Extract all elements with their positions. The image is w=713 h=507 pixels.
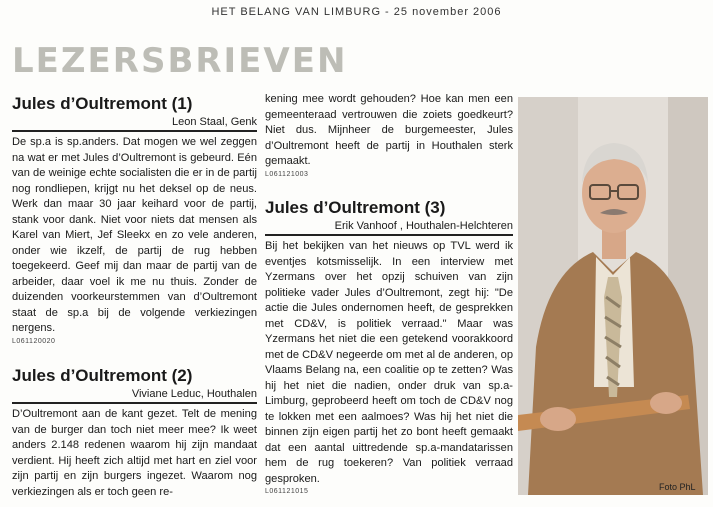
letter-body: D’Oultremont aan de kant gezet. Telt de mening van de burger dan toch niet meer mee? Ik weet anders 2.148 redenen waarom hij zijn mandaat verdient. Hij heeft zich altijd met hart en ziel voor zijn partij en zijn burgers ingezet. Waarom nog verkiezingen als er toch geen re- (12, 408, 257, 498)
letter-code: L061120020 (12, 337, 56, 345)
letter-1 (12, 94, 257, 345)
letter-title: Jules d’Oultremont (1) (12, 94, 193, 113)
letter-author: Viviane Leduc, Houthalen (12, 387, 257, 404)
letter-code: L061121003 (265, 170, 309, 178)
letter-2-continuation (265, 92, 513, 178)
letter-body: De sp.a is sp.anders. Dat mogen we wel zeggen na wat er met Jules d’Oultremont is gebeurd. Eén van de weinige echte socialisten die er in de partij nog rondliepen, krijgt nu het deksel op de neus. Werk dan maar 30 jaar keihard voor de partij, stank voor dank. Niet voor niets dat mensen als Karel van Miert, Jef Sleekx en zo vele anderen, onder wie ikzelf, de partij de rug hebben toegekeerd. Geef mij dan maar de partij van de arbeider, daar voel ik me nu thuis. Zonder de duizenden voorkeurstemmen van d’Oultremont staat de sp.a bij de volgende verkiezingen nergens. (12, 136, 257, 334)
letter-3 (265, 198, 513, 495)
letter-title: Jules d’Oultremont (3) (265, 198, 446, 217)
letter-code: L061121015 (265, 488, 309, 495)
letter-author: Leon Staal, Genk (12, 115, 257, 132)
portrait-photo (518, 97, 708, 495)
newspaper-header: HET BELANG VAN LIMBURG - 25 november 2006 (211, 6, 502, 18)
letter-body: Bij het bekijken van het nieuws op TVL werd ik eventjes kotsmisselijk. In een interview met Yzermans over het opzij schuiven van zijn politieke vader Jules d’Oultremont, zegt hij: "De actie die Jules ondernomen heeft, de gesprekken met CD&V, is politiek verraad." Maar was Yzermans het niet die een getekend voorakkoord met de CD&V negeerde om met al de anderen, op Vlaams Belang na, een coalitie op te zetten? Was hij het niet die nadien, onder druk van sp.a-Limburg, geprobeerd heeft om toch de CD&V nog te lokken met een aalmoes? Was hij het niet die binnen zijn eigen partij het zo bont heeft gemaakt dat een aantal uittredende sp.a-mandatarissen hem de rug toekeren? Van politiek verraad gesproken. (265, 240, 513, 485)
letter-body-continuation: kening mee wordt gehouden? Hoe kan men een gemeenteraad vertrouwen die zoiets goedkeurt? Niet dus. Mijnheer de burgemeester, Jules d’Oultremont heeft de partij in Houthalen sterk gemaakt. (265, 93, 513, 167)
photo-credit: Foto PhL (659, 482, 696, 492)
section-title: LEZERSBRIEVEN (12, 41, 348, 81)
letter-author: Erik Vanhoof , Houthalen-Helchteren (265, 219, 513, 236)
letter-2 (12, 366, 257, 500)
letter-title: Jules d’Oultremont (2) (12, 366, 193, 385)
